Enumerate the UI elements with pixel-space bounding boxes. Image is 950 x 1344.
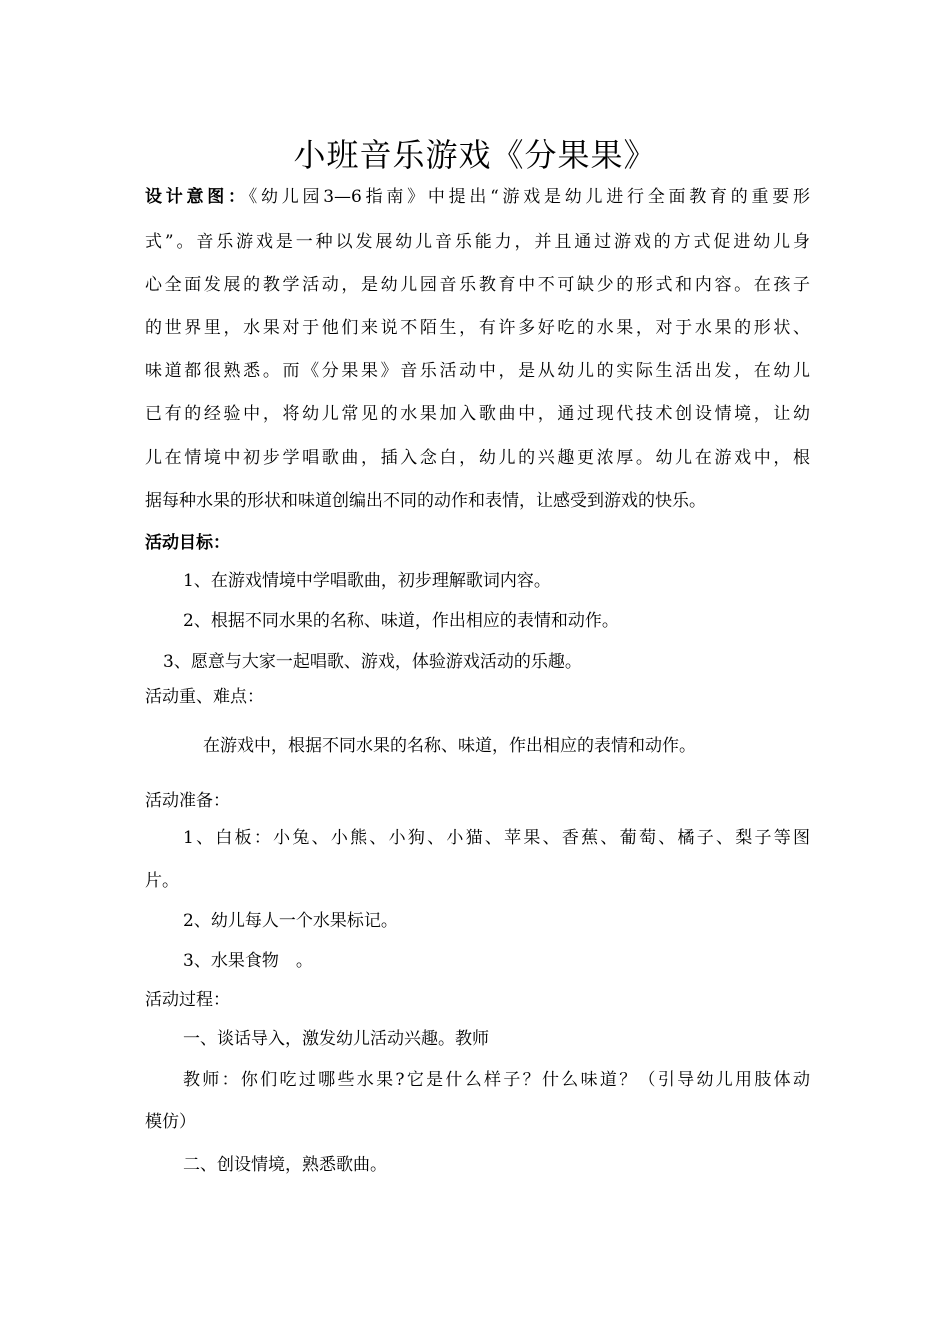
design-intent-line-8: 据每种水果的形状和味道创编出不同的动作和表情，让感受到游戏的快乐。 <box>145 491 706 511</box>
goal-item-3: 3、愿意与大家一起唱歌、游戏，体验游戏活动的乐趣。 <box>163 652 582 672</box>
design-intent-label: 设计意图： <box>145 187 249 207</box>
key-points-heading: 活动重、难点： <box>145 687 264 707</box>
design-intent-line-4: 的世界里，水果对于他们来说不陌生，有许多好吃的水果，对于水果的形状、 <box>145 318 810 338</box>
page-title: 小班音乐游戏《分果果》 <box>293 136 657 174</box>
design-intent-line-5: 味道都很熟悉。而《分果果》音乐活动中，是从幼儿的实际生活出发，在幼儿 <box>145 361 810 381</box>
preparation-item-2: 2、幼儿每人一个水果标记。 <box>183 911 398 931</box>
goals-heading: 活动目标： <box>145 533 230 553</box>
teacher-question-cont: 模仿） <box>145 1112 196 1132</box>
design-intent-line-2: 式”。音乐游戏是一种以发展幼儿音乐能力，并且通过游戏的方式促进幼儿身 <box>145 232 810 252</box>
design-intent-line-3: 心全面发展的教学活动，是幼儿园音乐教育中不可缺少的形式和内容。在孩子 <box>145 275 810 295</box>
design-intent-text: 《幼儿园3—6指南》中提出“游戏是幼儿进行全面教育的重要形 <box>248 187 811 207</box>
process-step-2: 二、创设情境，熟悉歌曲。 <box>183 1155 387 1175</box>
process-heading: 活动过程： <box>145 990 230 1010</box>
design-intent-line-6: 已有的经验中，将幼儿常见的水果加入歌曲中，通过现代技术创设情境，让幼 <box>145 404 810 424</box>
preparation-item-3: 3、水果食物 。 <box>183 951 313 971</box>
design-intent-line-7: 儿在情境中初步学唱歌曲，插入念白，幼儿的兴趣更浓厚。幼儿在游戏中，根 <box>145 448 810 468</box>
preparation-item-1: 1、白板：小兔、小熊、小狗、小猫、苹果、香蕉、葡萄、橘子、梨子等图 <box>183 828 810 848</box>
key-points-text: 在游戏中，根据不同水果的名称、味道，作出相应的表情和动作。 <box>203 736 696 756</box>
design-intent-line-1 <box>145 185 810 209</box>
goal-item-1: 1、在游戏情境中学唱歌曲，初步理解歌词内容。 <box>183 571 551 591</box>
preparation-item-1-cont: 片。 <box>145 871 179 891</box>
preparation-heading: 活动准备： <box>145 791 230 811</box>
process-step-1: 一、谈话导入，激发幼儿活动兴趣。教师 <box>183 1029 489 1049</box>
goal-item-2: 2、根据不同水果的名称、味道，作出相应的表情和动作。 <box>183 611 619 631</box>
teacher-question: 教师：你们吃过哪些水果?它是什么样子？什么味道？（引导幼儿用肢体动 <box>183 1070 810 1090</box>
